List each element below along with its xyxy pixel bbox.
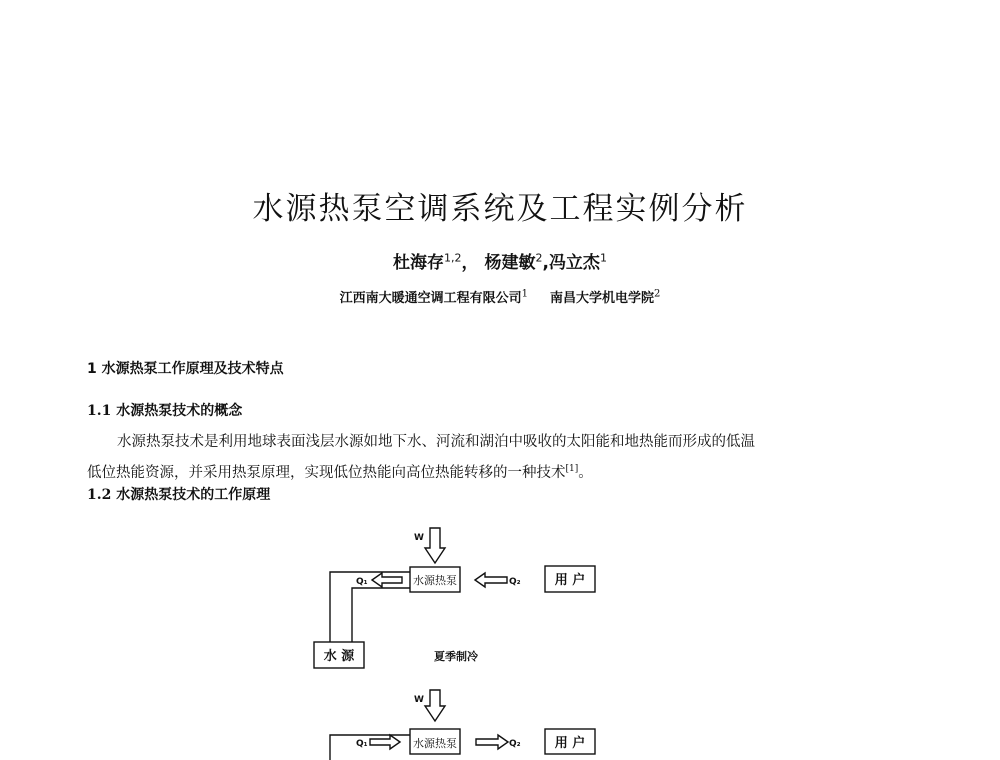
paragraph-line: 水源热泵技术是利用地球表面浅层水源如地下水、河流和湖泊中吸收的太阳能和地热能而形成的低温: [117, 434, 755, 450]
heat-q2-label: Q₂: [509, 577, 521, 587]
heat-pump-box-label: 水源热泵: [413, 737, 457, 750]
section-heading-1-2: 1.2 水源热泵技术的工作原理: [87, 487, 271, 503]
affiliation-mark: 2: [654, 288, 661, 300]
affiliation-name: 江西南大暖通空调工程有限公司: [339, 291, 522, 306]
author-name: 杜海存: [393, 253, 445, 273]
diagram-caption: 夏季制冷: [434, 650, 478, 663]
affiliation-name: 南昌大学机电学院: [550, 291, 655, 306]
paragraph-end-mark: 。: [578, 464, 593, 481]
author-name: 杨建敏: [484, 253, 536, 273]
section-heading-1-1: 1.1 水源热泵技术的概念: [87, 403, 243, 419]
paragraph-line: 低位热能资源，并采用热泵原理，实现低位热能向高位热能转移的一种技术: [87, 464, 566, 481]
work-label: W: [414, 533, 424, 543]
author-separator: ，: [461, 253, 479, 273]
user-box-label: 用 户: [554, 573, 586, 588]
section-heading-1: 1 水源热泵工作原理及技术特点: [87, 361, 284, 377]
heat-pump-box-label: 水源热泵: [413, 574, 457, 587]
author-affil-mark: 2: [535, 251, 543, 265]
citation-ref: [1]: [565, 464, 579, 474]
heat-q1-label: Q₁: [356, 577, 368, 587]
author-separator: ,: [542, 253, 549, 273]
author-name: 冯立杰: [548, 253, 600, 273]
work-label: W: [414, 695, 424, 705]
affiliation-mark: 1: [521, 288, 528, 300]
author-affil-mark: 1: [599, 251, 607, 265]
author-affil-mark: 1,2: [444, 251, 462, 265]
water-source-box-label: 水 源: [323, 649, 355, 664]
heat-q2-label: Q₂: [509, 739, 521, 749]
paper-title: 水源热泵空调系统及工程实例分析: [252, 191, 748, 227]
heat-q1-label: Q₁: [356, 739, 368, 749]
user-box-label: 用 户: [554, 736, 586, 751]
